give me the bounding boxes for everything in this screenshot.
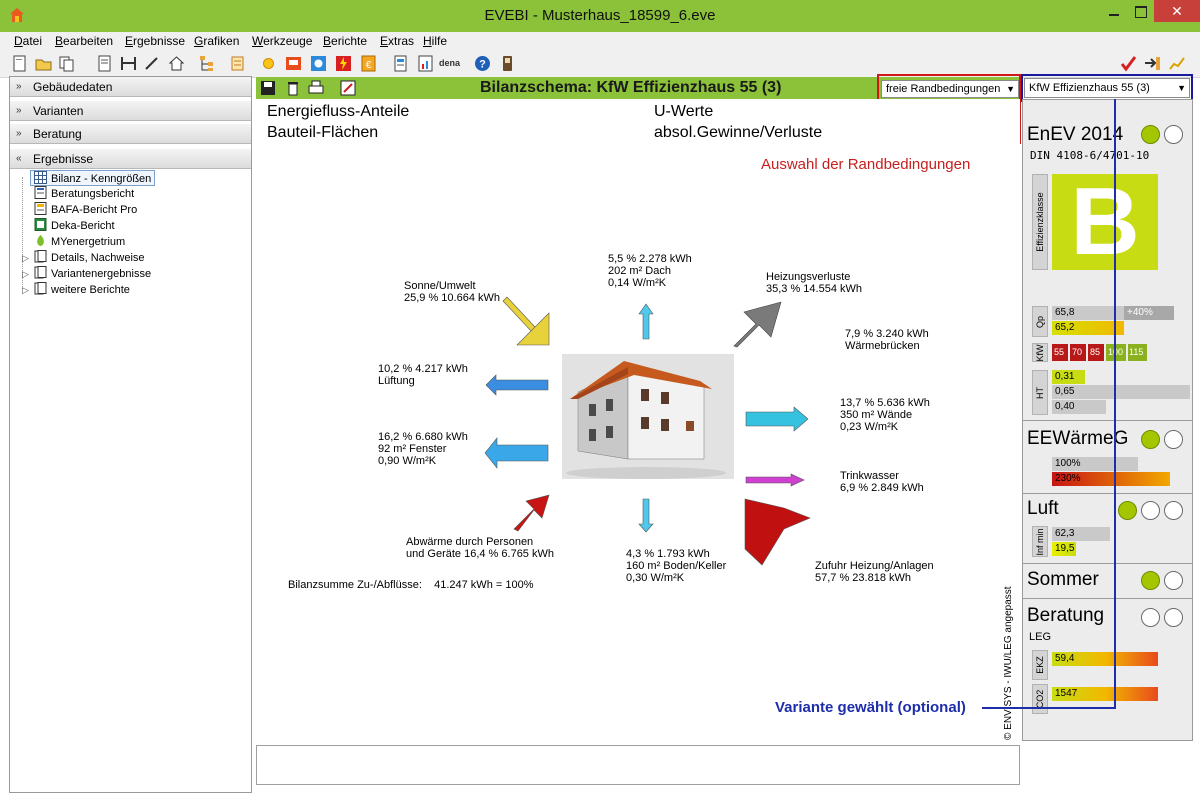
trend-chart-icon[interactable]: [1169, 55, 1186, 72]
list-icon[interactable]: [229, 55, 246, 72]
efficiency-class-badge: B: [1052, 174, 1158, 270]
menu-ergebnisse[interactable]: Ergebnisse: [125, 34, 186, 48]
section-beratung[interactable]: » Beratung: [10, 124, 251, 144]
expand-toggle-icon[interactable]: ▷: [22, 285, 29, 295]
abwaerme-arrow: [514, 495, 549, 531]
table-icon: [34, 171, 47, 184]
qp-bar-actual: 65,2: [1052, 321, 1124, 335]
zufuhr-arrow: [745, 499, 810, 565]
check-icon[interactable]: [1120, 55, 1137, 72]
tree-item-weitere[interactable]: weitere Berichte: [34, 282, 130, 298]
phone-icon[interactable]: [499, 55, 516, 72]
label-heizungsverluste: Heizungsverluste 35,3 % 14.554 kWh: [766, 271, 863, 295]
menu-grafiken[interactable]: Grafiken: [194, 34, 240, 48]
electricity-icon[interactable]: [335, 55, 352, 72]
report-icon: [34, 186, 47, 199]
menu-bearbeiten[interactable]: Bearbeiten: [55, 34, 114, 48]
link-gewinne-verluste[interactable]: absol.Gewinne/Verluste: [654, 124, 823, 141]
menu-extras[interactable]: Extras: [380, 34, 415, 48]
sun-icon[interactable]: [260, 55, 277, 72]
copyright: © ENVISYS - IWU/LEG angepasst: [1003, 586, 1014, 740]
link-bauteil-flaechen[interactable]: Bauteil-Flächen: [267, 124, 379, 141]
svg-text:?: ?: [479, 58, 486, 71]
kfw-115: 115: [1128, 344, 1147, 361]
tree-item-myenergetrium[interactable]: MYenergetrium: [34, 234, 125, 250]
highlight-variante: [1021, 74, 1193, 102]
ht-actual: 0,31: [1052, 370, 1085, 384]
beratung-status-empty: [1141, 608, 1160, 627]
luft-status-empty: [1141, 501, 1160, 520]
enev-status-empty: [1164, 125, 1183, 144]
copy-icon[interactable]: [58, 55, 75, 72]
qp-percent: +40%: [1124, 306, 1174, 320]
menu-werkzeuge[interactable]: Werkzeuge: [252, 34, 313, 48]
lueftung-arrow: [486, 375, 548, 395]
heizungsverluste-arrow: [734, 302, 781, 347]
fenster-arrow: [485, 438, 548, 468]
tree-item-deka[interactable]: Deka-Bericht: [34, 218, 115, 234]
label-sonne: Sonne/Umwelt 25,9 % 10.664 kWh: [404, 280, 501, 304]
delete-icon[interactable]: [285, 80, 301, 96]
menu-bar: [0, 32, 1200, 50]
trinkwasser-arrow: [746, 474, 804, 486]
tree-structure-icon[interactable]: [199, 55, 216, 72]
kfw-85: 85: [1088, 344, 1104, 361]
label-waermebruecken: 7,9 % 3.240 kWh Wärmebrücken: [845, 328, 929, 352]
section-ergebnisse[interactable]: « Ergebnisse: [10, 149, 251, 169]
house-image: [562, 354, 734, 479]
report-icon: [34, 218, 47, 231]
tree-item-details[interactable]: Details, Nachweise: [34, 250, 145, 266]
luft-reference: 62,3: [1052, 527, 1110, 541]
label-waende: 13,7 % 5.636 kWh 350 m² Wände 0,23 W/m²K: [840, 397, 930, 433]
eewaermeg-title: EEWärmeG: [1027, 428, 1129, 449]
new-file-icon[interactable]: [11, 55, 28, 72]
sidebar: [9, 76, 252, 793]
document-icon[interactable]: [96, 55, 113, 72]
annotation-variante: Variante gewählt (optional): [775, 699, 966, 716]
print-icon[interactable]: [308, 80, 324, 96]
co2-label: CO2: [1032, 684, 1048, 714]
enev-title: EnEV 2014: [1027, 124, 1124, 145]
tree-item-variantenergebnisse[interactable]: Variantenergebnisse: [34, 266, 151, 282]
pen-icon[interactable]: [143, 55, 160, 72]
import-arrow-icon[interactable]: [1144, 55, 1161, 72]
title-bar: [0, 0, 1200, 32]
chevron-down-icon: ▼: [1177, 83, 1186, 93]
inf-min-label: Inf min: [1032, 526, 1048, 557]
chevron-right-icon: »: [16, 81, 22, 92]
menu-berichte[interactable]: Berichte: [323, 34, 368, 48]
leaf-icon: [34, 234, 47, 247]
menu-datei[interactable]: Datei: [14, 34, 43, 48]
open-folder-icon[interactable]: [35, 55, 52, 72]
qp-label: Qp: [1032, 306, 1048, 337]
waende-arrow: [746, 407, 808, 431]
sommer-title: Sommer: [1027, 569, 1099, 590]
kfw-55: 55: [1052, 344, 1068, 361]
minimize-button[interactable]: [1100, 0, 1127, 22]
variante-connector: [975, 99, 1125, 714]
label-fenster: 16,2 % 6.680 kWh 92 m² Fenster 0,90 W/m²K: [378, 431, 468, 467]
bottom-panel: [256, 745, 1020, 785]
ht-max: 0,65: [1052, 385, 1190, 399]
ee-required: 100%: [1052, 457, 1138, 471]
report-icon[interactable]: [392, 55, 409, 72]
variante-select[interactable]: KfW Effizienzhaus 55 (3) ▼: [1024, 78, 1190, 98]
luft-status-empty-2: [1164, 501, 1183, 520]
link-u-werte[interactable]: U-Werte: [654, 103, 714, 120]
menu-hilfe[interactable]: Hilfe: [423, 34, 448, 48]
luft-actual: 19,5: [1052, 542, 1076, 556]
tree-item-bafa[interactable]: BAFA-Bericht Pro: [34, 202, 137, 218]
chevron-right-icon: »: [16, 128, 22, 139]
ekz-label: EKZ: [1032, 650, 1048, 680]
expand-toggle-icon[interactable]: ▷: [22, 269, 29, 279]
section-varianten[interactable]: » Varianten: [10, 101, 251, 121]
ee-status-green: [1141, 430, 1160, 449]
ht-reference: 0,40: [1052, 400, 1106, 414]
measure-icon[interactable]: [120, 55, 137, 72]
co2-bar: 1547: [1052, 687, 1158, 701]
window-title: EVEBI - Musterhaus_18599_6.eve: [484, 7, 716, 24]
ee-status-empty: [1164, 430, 1183, 449]
label-trinkwasser: Trinkwasser 6,9 % 2.849 kWh: [840, 470, 924, 494]
ht-label: HT: [1032, 370, 1048, 415]
label-lueftung: 10,2 % 4.217 kWh Lüftung: [378, 363, 468, 387]
beratung-sub: LEG: [1029, 631, 1052, 643]
chevron-right-icon: »: [16, 105, 22, 116]
help-icon[interactable]: [474, 55, 491, 72]
enev-status-green: [1141, 125, 1160, 144]
label-dach: 5,5 % 2.278 kWh 202 m² Dach 0,14 W/m²K: [608, 253, 692, 289]
beratung-title: Beratung: [1027, 605, 1105, 626]
enev-norm: DIN 4108-6/4701-10: [1030, 149, 1150, 162]
dena-button[interactable]: dena: [439, 58, 461, 68]
label-boden: 4,3 % 1.793 kWh 160 m² Boden/Keller 0,30 W/m²K: [626, 548, 727, 584]
bilanzsumme: Bilanzsumme Zu-/Abflüsse: 41.247 kWh = 100%: [288, 579, 534, 591]
kfw-label: KfW: [1032, 343, 1048, 362]
kfw-100: 100: [1106, 344, 1126, 361]
ventilation-icon[interactable]: [310, 55, 327, 72]
ekz-bar: 59,4: [1052, 652, 1158, 666]
dach-arrow: [639, 304, 653, 339]
cost-icon[interactable]: [360, 55, 377, 72]
beratung-status-empty-2: [1164, 608, 1183, 627]
chevron-down-icon: «: [16, 153, 22, 164]
section-gebaeudedaten[interactable]: » Gebäudedaten: [10, 77, 251, 97]
pages-icon: [34, 266, 47, 279]
svg-text:€: €: [365, 60, 372, 71]
page-title: Bilanzschema: KfW Effizienzhaus 55 (3): [480, 79, 782, 96]
label-abwaerme: Abwärme durch Personen und Geräte 16,4 % 6.765 kWh: [406, 536, 554, 560]
luft-title: Luft: [1027, 498, 1059, 519]
effizienzklasse-label: Effizienzklasse: [1032, 174, 1048, 270]
pages-icon: [34, 250, 47, 263]
sommer-status-green: [1141, 571, 1160, 590]
chevron-down-icon: ▼: [1006, 84, 1015, 94]
boden-arrow: [639, 499, 653, 532]
maximize-button[interactable]: [1127, 0, 1154, 22]
sommer-status-empty: [1164, 571, 1183, 590]
save-icon[interactable]: [260, 80, 276, 96]
sonne-arrow: [503, 297, 549, 345]
link-energiefluss[interactable]: Energiefluss-Anteile: [267, 103, 410, 120]
expand-toggle-icon[interactable]: ▷: [22, 253, 29, 263]
qp-bar-reference: 65,8: [1052, 306, 1124, 320]
annotation-randbedingungen: Auswahl der Randbedingungen: [761, 156, 971, 173]
close-button[interactable]: ✕: [1154, 0, 1200, 22]
tree-item-bilanz[interactable]: Bilanz - Kenngrößen: [30, 170, 155, 186]
settings-tool-icon[interactable]: [340, 80, 356, 96]
ee-actual: 230%: [1052, 472, 1170, 486]
report-icon: [34, 202, 47, 215]
randbedingungen-select[interactable]: freie Randbedingungen ▼: [881, 80, 1019, 98]
kfw-70: 70: [1070, 344, 1086, 361]
pages-icon: [34, 282, 47, 295]
house-icon[interactable]: [168, 55, 185, 72]
heating-icon[interactable]: [285, 55, 302, 72]
chart-report-icon[interactable]: [417, 55, 434, 72]
label-zufuhr: Zufuhr Heizung/Anlagen 57,7 % 23.818 kWh: [815, 560, 934, 584]
tree-item-beratungsbericht[interactable]: Beratungsbericht: [34, 186, 134, 202]
